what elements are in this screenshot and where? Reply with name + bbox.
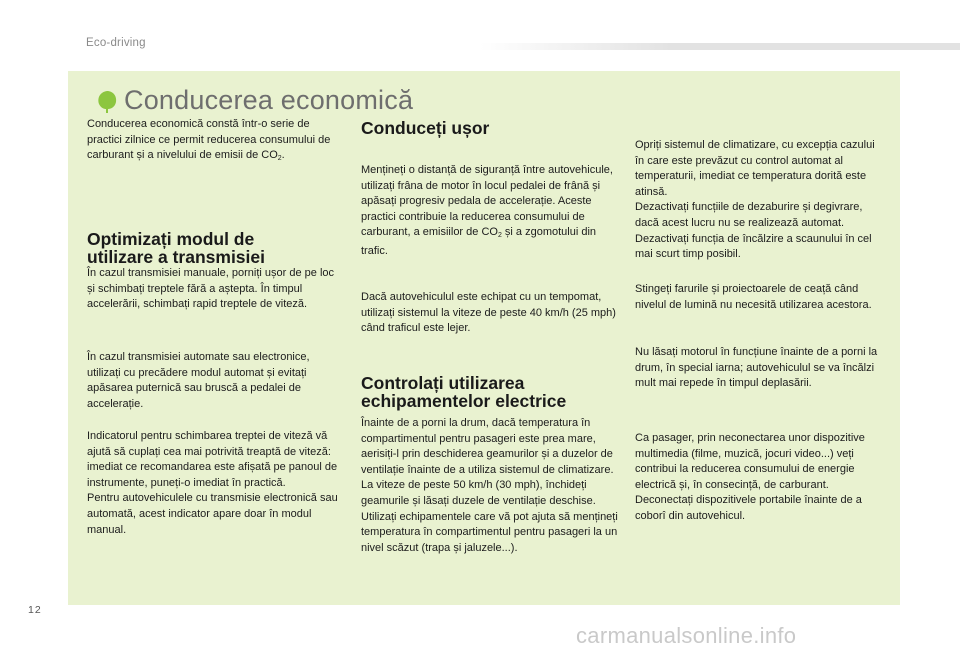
smooth-driving-paragraph: Mențineți o distanță de siguranță între autovehicule, utilizați frâna de motor în locul pedalei de frână și apăsați progresiv pedala de accelerație. Aceste practici contribuie la reducerea consumului de carburant, a emisiilor de $CO_2$ și a zgomotului din trafic. [361,164,613,257]
optimize-heading: Optimizați modul de utilizare a transmisiei [87,229,265,267]
leaf-icon [96,90,118,114]
watermark: carmanualsonline.info [576,623,797,648]
optimize-manual-paragraph: În cazul transmisiei manuale, porniți ușor de pe loc și schimbați treptele fără a aștepta. În timpul accelerării, schimbați rapid treptele de viteză. [87,267,335,311]
climate-paragraph: Opriți sistemul de climatizare, cu excepția cazului în care este prevăzut cu control automat al temperaturii, imediat ce temperatura dorită este atinsă. Dezactivați funcțiile de dezaburire și degivrare, dacă acest lucru nu se realizează automat. Dezactivați funcția de încălzire a scaunului în cel mai scurt timp posibil. [635,139,875,261]
page-title: Conducerea economică [124,85,414,115]
optimize-automatic-paragraph: În cazul transmisiei automate sau electronice, utilizați cu precădere modul automat și evitați apăsarea puternică sau bruscă a pedalei de accelerație. [87,351,310,410]
electrical-heading: Controlați utilizarea echipamentelor electrice [361,373,567,411]
smooth-driving-heading: Conduceți ușor [361,118,490,138]
header-rule [480,43,960,50]
intro-paragraph: Conducerea economică constă într-o serie de practici zilnice ce permit reducerea consumului de carburant și a nivelului de emisii de $CO_2$. [87,118,331,163]
section-header: Eco-driving [86,37,146,49]
cruise-control-paragraph: Dacă autovehiculul este echipat cu un tempomat, utilizați sistemul la viteze de peste 40 km/h (25 mph) când traficul este lejer. [361,291,616,335]
page-number: 12 [28,604,42,616]
engine-idle-paragraph: Nu lăsați motorul în funcțiune înainte de a porni la drum, în special iarna; autovehiculul se va încălzi mult mai repede în timpul deplasării. [635,346,878,390]
headlights-paragraph: Stingeți farurile și proiectoarele de ceață când nivelul de lumină nu necesită utilizarea acestora. [635,283,872,311]
gear-indicator-paragraph: Indicatorul pentru schimbarea treptei de viteză vă ajută să cuplați cea mai potrivită treaptă de viteză: imediat ce recomandarea este afișată pe panoul de instrumente, puneți-o imediat în practică. Pentru autovehiculele cu transmisie electronică sau automată, acest indicator apare doar în modul manual. [87,430,338,536]
multimedia-paragraph: Ca pasager, prin neconectarea unor dispozitive multimedia (filme, muzică, jocuri video...) veți contribui la reducerea consumului de energie electrică și, în consecință, de carburant. Deconectați dispozitivele portabile înainte de a coborî din autovehicul. [635,432,865,522]
electrical-paragraph: Înainte de a porni la drum, dacă temperatura în compartimentul pentru pasageri este prea mare, aerisiți-l prin deschiderea geamurilor și a duzelor de ventilație înainte de a utiliza sistemul de climatizare. La viteze de peste 50 km/h (30 mph), închideți geamurile și lăsați duzele de ventilație deschise. Utilizați echipamentele care vă pot ajuta să mențineți temperatura în compartimentul pentru pasageri la un nivel scăzut (trapa și jaluzele...). [361,417,618,554]
